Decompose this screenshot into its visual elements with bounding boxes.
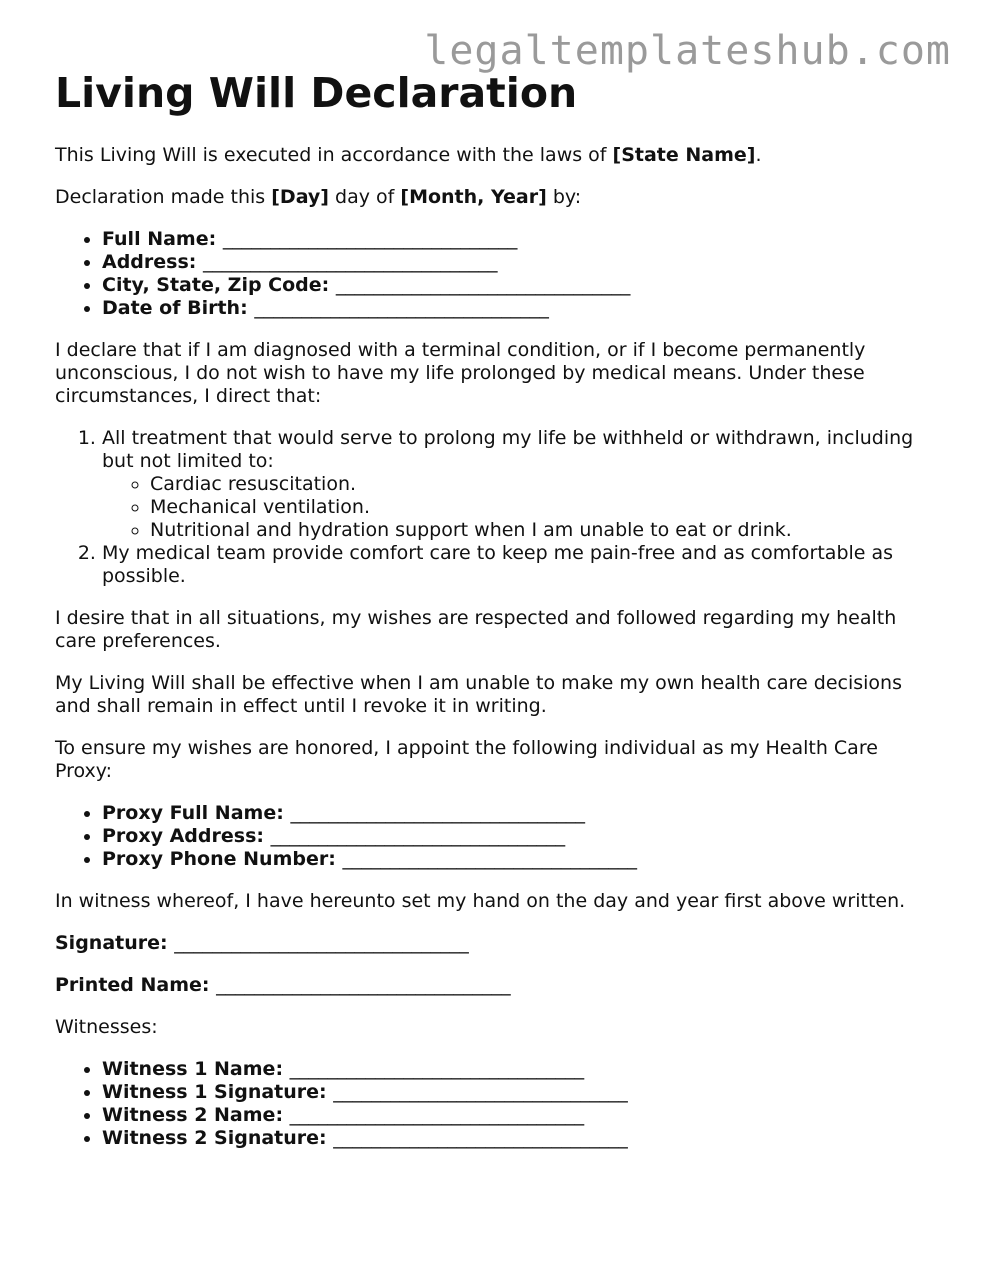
declarant-fields-list [55, 228, 935, 320]
field-label: Address: [102, 251, 197, 273]
intro-prefix: This Living Will is executed in accordance with the laws of [55, 144, 613, 166]
document-body [55, 68, 935, 1169]
field-label: Witness 2 Name: [102, 1104, 284, 1126]
field-witness-2-name [102, 1104, 935, 1127]
month-year-placeholder: [Month, Year] [400, 186, 547, 208]
signature-blank[interactable]: _______________________________ [174, 932, 469, 954]
field-label: Proxy Full Name: [102, 802, 284, 824]
proxy-paragraph: To ensure my wishes are honored, I appoint the following individual as my Health Care Proxy: [55, 737, 878, 782]
declaration-suffix: by: [546, 186, 582, 208]
proxy-fields-list [55, 802, 935, 871]
field-proxy-phone [102, 848, 935, 871]
declaration-middle: day of [329, 186, 401, 208]
field-address [102, 251, 935, 274]
field-witness-1-signature [102, 1081, 935, 1104]
field-proxy-address [102, 825, 935, 848]
field-witness-1-name [102, 1058, 935, 1081]
intro-paragraph [55, 144, 935, 167]
field-witness-2-signature [102, 1127, 935, 1150]
printed-name-line [55, 974, 935, 997]
signature-label: Signature: [55, 932, 168, 954]
field-label: City, State, Zip Code: [102, 274, 330, 296]
signature-line [55, 932, 935, 955]
field-label: Date of Birth: [102, 297, 248, 319]
state-placeholder: [State Name] [612, 144, 756, 166]
site-watermark: legaltemplateshub.com [424, 28, 951, 74]
fill-in-blank[interactable]: _______________________________ [290, 802, 585, 824]
fill-in-blank[interactable]: _______________________________ [289, 1104, 585, 1126]
declaration-line [55, 186, 935, 209]
witness-paragraph: In witness whereof, I have hereunto set my hand on the day and year first above written. [55, 890, 906, 912]
directive-item-2: 2. My medical team provide comfort care to keep me pain-free and as comfortable as possible. [102, 542, 935, 588]
effective-paragraph: My Living Will shall be effective when I am unable to make my own health care decisions and shall remain in effect until I revoke it in writing. [55, 672, 902, 717]
field-label: Proxy Address: [102, 825, 264, 847]
field-label: Witness 2 Signature: [102, 1127, 327, 1149]
fill-in-blank[interactable]: _______________________________ [342, 848, 637, 870]
fill-in-blank[interactable]: _______________________________ [254, 297, 549, 319]
fill-in-blank[interactable]: _______________________________ [203, 251, 498, 273]
subitem-ventilation: ◦ Mechanical ventilation. [150, 496, 935, 519]
printed-name-blank[interactable]: _______________________________ [216, 974, 511, 996]
printed-name-label: Printed Name: [55, 974, 210, 996]
directive-item-1 [102, 427, 935, 542]
desire-paragraph: I desire that in all situations, my wishes are respected and followed regarding my health care preferences. [55, 607, 897, 652]
fill-in-blank[interactable]: _______________________________ [335, 274, 631, 296]
field-proxy-full-name [102, 802, 935, 825]
fill-in-blank[interactable]: _______________________________ [222, 228, 518, 250]
witness-fields-list [55, 1058, 935, 1150]
field-label: Proxy Phone Number: [102, 848, 336, 870]
fill-in-blank[interactable]: _______________________________ [270, 825, 566, 847]
subitem-cardiac: ◦ Cardiac resuscitation. [150, 473, 935, 496]
fill-in-blank[interactable]: _______________________________ [289, 1058, 585, 1080]
witnesses-heading: Witnesses: [55, 1016, 158, 1038]
field-full-name [102, 228, 935, 251]
field-label: Witness 1 Name: [102, 1058, 284, 1080]
declare-paragraph: I declare that if I am diagnosed with a terminal condition, or if I become permanently unconscious, I do not wish to have my life prolonged by medical means. Under these circumstances, I direct that: [55, 339, 866, 407]
field-city-state-zip [102, 274, 935, 297]
directive-text: All treatment that would serve to prolong my life be withheld or withdrawn, including but not limited to: [102, 427, 914, 472]
fill-in-blank[interactable]: _______________________________ [333, 1127, 628, 1149]
fill-in-blank[interactable]: _______________________________ [333, 1081, 628, 1103]
field-label: Full Name: [102, 228, 217, 250]
field-date-of-birth [102, 297, 935, 320]
document-title: Living Will Declaration [55, 69, 578, 117]
treatment-sublist [102, 473, 935, 542]
declaration-prefix: Declaration made this [55, 186, 272, 208]
day-placeholder: [Day] [271, 186, 329, 208]
directives-list [55, 427, 935, 588]
subitem-nutrition: ◦ Nutritional and hydration support when I am unable to eat or drink. [150, 519, 935, 542]
intro-suffix: . [755, 144, 762, 166]
field-label: Witness 1 Signature: [102, 1081, 327, 1103]
